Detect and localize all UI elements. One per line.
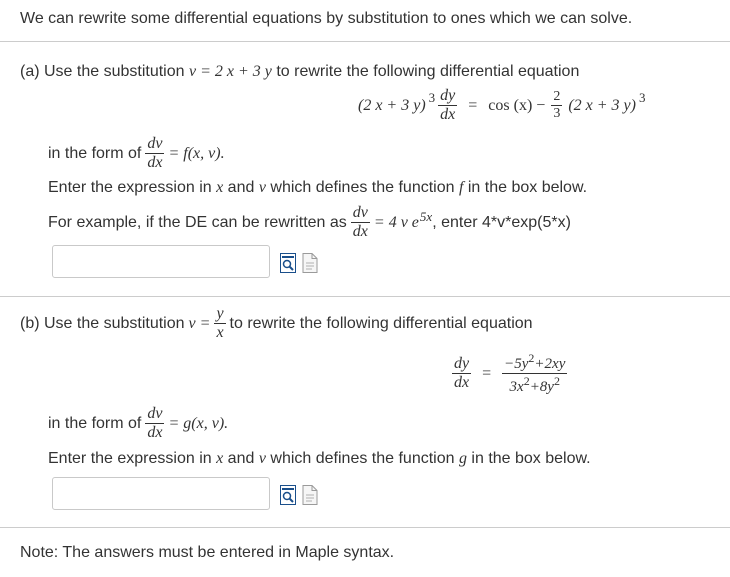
- help-document-icon[interactable]: [302, 485, 318, 505]
- part-b-sub-den: x: [216, 324, 224, 341]
- part-a-example-fraction: [351, 205, 370, 240]
- eq-b-rhs-den-exp: 2: [523, 374, 530, 388]
- part-a-example-tail: , enter 4*v*exp(5*x): [432, 213, 571, 231]
- eq-b-lhs-fraction: [452, 356, 471, 391]
- eq-b-rhs-denominator: [508, 374, 562, 395]
- eq-a-lhs-num: dy: [440, 87, 456, 104]
- part-b-equation: [452, 352, 567, 395]
- part-b-form-rhs: = g(x, v).: [168, 414, 229, 432]
- eq-a-rhs-exp: 3: [638, 89, 646, 105]
- divider-bottom: [0, 527, 730, 528]
- part-a-enter-c: in the box below.: [467, 179, 588, 196]
- part-b-enter-v: v: [258, 450, 266, 467]
- part-a-example: [48, 205, 571, 240]
- part-a-form-rhs: = f(x, v).: [168, 144, 225, 162]
- eq-b-equals: =: [482, 364, 492, 382]
- part-a-example-rhs: = 4 v e: [373, 213, 419, 231]
- part-a-substitution: v = 2 x + 3 y: [188, 63, 272, 80]
- part-a-enter-v: v: [258, 179, 266, 196]
- intro-text: We can rewrite some differential equations by substitution to ones which we can solve.: [20, 10, 633, 27]
- preview-icon[interactable]: [280, 485, 296, 505]
- part-a-example-lead: For example, if the DE can be rewritten as: [48, 213, 347, 231]
- part-a-form-num: dv: [147, 135, 163, 152]
- part-a-enter-a: Enter the expression in: [48, 179, 212, 196]
- part-b-enter-x: x: [216, 450, 224, 467]
- part-b-form-num: dv: [147, 405, 163, 422]
- part-b-instruction: [48, 450, 591, 468]
- part-a-equation: [358, 88, 645, 123]
- eq-b-rhs-den: 3x: [509, 379, 524, 395]
- part-a-example-num: dv: [352, 204, 368, 221]
- eq-b-rhs-den-tail: +8y: [529, 379, 554, 395]
- part-b-heading: [20, 306, 533, 341]
- eq-b-rhs-den-exp2: 2: [553, 374, 560, 388]
- part-a-form-fraction: [145, 136, 164, 171]
- eq-a-rhs-factor: (2 x + 3 y): [568, 96, 636, 114]
- part-b-sub-fraction: [214, 306, 225, 341]
- eq-a-lhs-exp: 3: [428, 89, 436, 105]
- part-b-enter-and: and: [227, 450, 255, 467]
- part-b-answer-input[interactable]: [52, 477, 270, 510]
- eq-a-rhs-fraction: [551, 90, 562, 121]
- part-b-enter-b: which defines the function: [270, 450, 455, 467]
- part-b-form-fraction: [145, 406, 164, 441]
- part-a-enter-b: which defines the function: [270, 179, 455, 196]
- part-b-enter-c: in the box below.: [471, 450, 591, 467]
- eq-b-rhs-fraction: [502, 352, 567, 395]
- part-b-enter-g: g: [458, 450, 467, 467]
- eq-b-rhs-num: −5y: [504, 356, 529, 372]
- eq-a-lhs-den: dx: [440, 106, 456, 123]
- divider-middle: [0, 296, 730, 297]
- part-a-form-den: dx: [147, 154, 163, 171]
- part-a-heading: [20, 63, 579, 81]
- eq-a-rhs-den: 3: [553, 106, 561, 121]
- part-b-sub-num: y: [216, 305, 224, 322]
- eq-b-lhs-num: dy: [454, 355, 470, 372]
- note-text: Note: The answers must be entered in Maple syntax.: [20, 544, 395, 561]
- eq-b-rhs-num-tail: +2xy: [534, 356, 566, 372]
- part-a-tail: to rewrite the following differential equation: [276, 63, 580, 80]
- part-b-sub-lhs: v =: [188, 314, 211, 332]
- part-a-form: [48, 136, 225, 171]
- part-a-enter-and: and: [227, 179, 255, 196]
- eq-b-rhs-num-exp: 2: [528, 351, 535, 365]
- part-b-form-lead: in the form of: [48, 414, 142, 432]
- part-a-lead: (a) Use the substitution: [20, 63, 185, 80]
- part-a-answer-input[interactable]: [52, 245, 270, 278]
- eq-a-equals: =: [468, 96, 478, 114]
- part-b-tail: to rewrite the following differential equation: [229, 314, 533, 332]
- part-a-instruction: [48, 179, 587, 197]
- part-b-enter-a: Enter the expression in: [48, 450, 212, 467]
- eq-a-rhs-num: 2: [553, 89, 561, 104]
- part-a-enter-f: f: [458, 179, 464, 196]
- preview-icon[interactable]: [280, 253, 296, 273]
- eq-a-rhs-cos: cos (x) −: [488, 96, 546, 114]
- eq-a-lhs-fraction: [438, 88, 457, 123]
- help-document-icon[interactable]: [302, 253, 318, 273]
- part-b-form: [48, 406, 228, 441]
- part-a-example-den: dx: [352, 223, 368, 240]
- divider-top: [0, 41, 730, 42]
- part-b-lead: (b) Use the substitution: [20, 314, 185, 332]
- part-a-form-lead: in the form of: [48, 144, 142, 162]
- eq-b-lhs-den: dx: [454, 374, 470, 391]
- eq-a-lhs-factor: (2 x + 3 y): [358, 96, 426, 114]
- part-a-example-exp: 5x: [419, 208, 433, 224]
- part-a-enter-x: x: [216, 179, 224, 196]
- eq-b-rhs-numerator: [502, 352, 567, 374]
- part-b-form-den: dx: [147, 424, 163, 441]
